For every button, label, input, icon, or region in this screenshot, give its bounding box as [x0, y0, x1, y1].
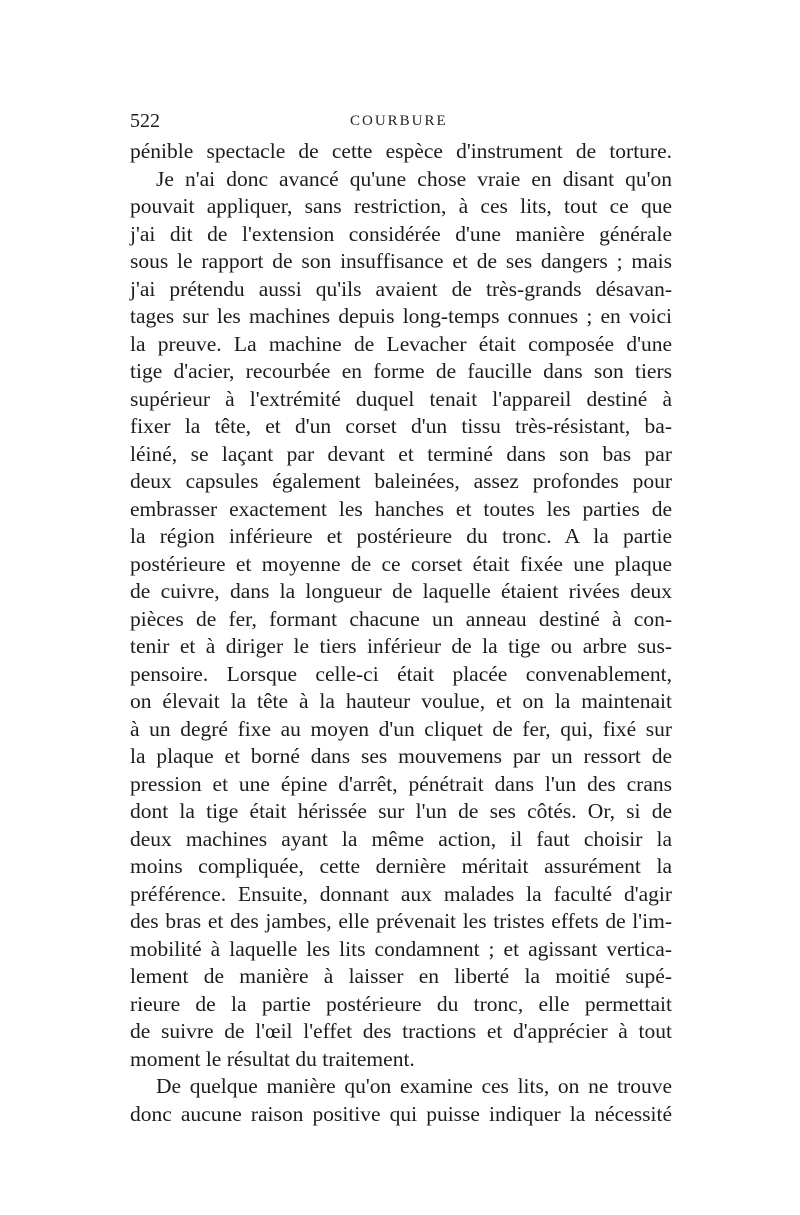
- text-line: pièces de fer, formant chacune un anneau destiné à con-: [130, 606, 672, 631]
- text-line: tages sur les machines depuis long-temps connues ; en voici: [130, 304, 672, 328]
- text-line: pression et une épine d'arrêt, pénétrait dans l'un des crans: [130, 771, 672, 796]
- text-line: De quelque manière qu'on examine ces lits, on ne trouve: [156, 1074, 672, 1098]
- text-line: des bras et des jambes, elle prévenait les tristes effets de l'im-: [130, 909, 672, 933]
- text-line: sous le rapport de son insuffisance et de ses dangers ; mais: [130, 249, 672, 273]
- text-line: tige d'acier, recourbée en forme de faucille dans son tiers: [130, 359, 672, 383]
- text-line: supérieur à l'extrémité duquel tenait l'appareil destiné à: [130, 386, 672, 411]
- body-text: [130, 138, 672, 1128]
- text-line: lement de manière à laisser en liberté la moitié supé-: [130, 964, 672, 988]
- text-line: Je n'ai donc avancé qu'une chose vraie en disant qu'on: [156, 166, 672, 191]
- text-line: dont la tige était hérissée sur l'un de ses côtés. Or, si de: [130, 799, 672, 823]
- text-line: la région inférieure et postérieure du tronc. A la partie: [130, 524, 672, 548]
- text-line: deux machines ayant la même action, il faut choisir la: [130, 826, 672, 851]
- text-line: de suivre de l'œil l'effet des tractions et d'apprécier à tout: [130, 1019, 672, 1043]
- running-head: [130, 110, 672, 136]
- running-title: COURBURE: [350, 113, 448, 129]
- text-line: mobilité à laquelle les lits condamnent ; et agissant vertica-: [130, 936, 672, 961]
- text-line: à un degré fixe au moyen d'un cliquet de fer, qui, fixé sur: [130, 716, 672, 741]
- text-line: embrasser exactement les hanches et toutes les parties de: [130, 496, 672, 521]
- text-line: deux capsules également baleinées, assez profondes pour: [130, 469, 672, 493]
- text-line: j'ai prétendu aussi qu'ils avaient de très-grands désavan-: [130, 276, 672, 301]
- text-line: rieure de la partie postérieure du tronc, elle permettait: [130, 991, 672, 1016]
- text-line: pouvait appliquer, sans restriction, à ces lits, tout ce que: [130, 194, 672, 218]
- text-line: la preuve. La machine de Levacher était composée d'une: [130, 331, 672, 356]
- text-line: pénible spectacle de cette espèce d'instrument de torture.: [130, 139, 672, 163]
- text-line: moins compliquée, cette dernière méritait assurément la: [130, 854, 672, 878]
- text-line: postérieure et moyenne de ce corset était fixée une plaque: [130, 551, 672, 576]
- book-page: [130, 110, 672, 1126]
- text-line: on élevait la tête à la hauteur voulue, et on la maintenait: [130, 689, 672, 713]
- text-line: pensoire. Lorsque celle-ci était placée convenablement,: [130, 661, 672, 686]
- text-line: moment le résultat du traitement.: [130, 1046, 415, 1071]
- text-line: préférence. Ensuite, donnant aux malades la faculté d'agir: [130, 881, 672, 906]
- page-number: 522: [130, 110, 160, 132]
- text-line: fixer la tête, et d'un corset d'un tissu très-résistant, ba-: [130, 414, 672, 438]
- text-line: donc aucune raison positive qui puisse indiquer la nécessité: [130, 1101, 672, 1126]
- text-line: la plaque et borné dans ses mouvemens par un ressort de: [130, 744, 672, 768]
- text-line: j'ai dit de l'extension considérée d'une manière générale: [130, 221, 672, 246]
- text-line: léiné, se laçant par devant et terminé dans son bas par: [130, 441, 672, 466]
- text-line: de cuivre, dans la longueur de laquelle étaient rivées deux: [130, 579, 672, 603]
- text-line: tenir et à diriger le tiers inférieur de la tige ou arbre sus-: [130, 634, 672, 658]
